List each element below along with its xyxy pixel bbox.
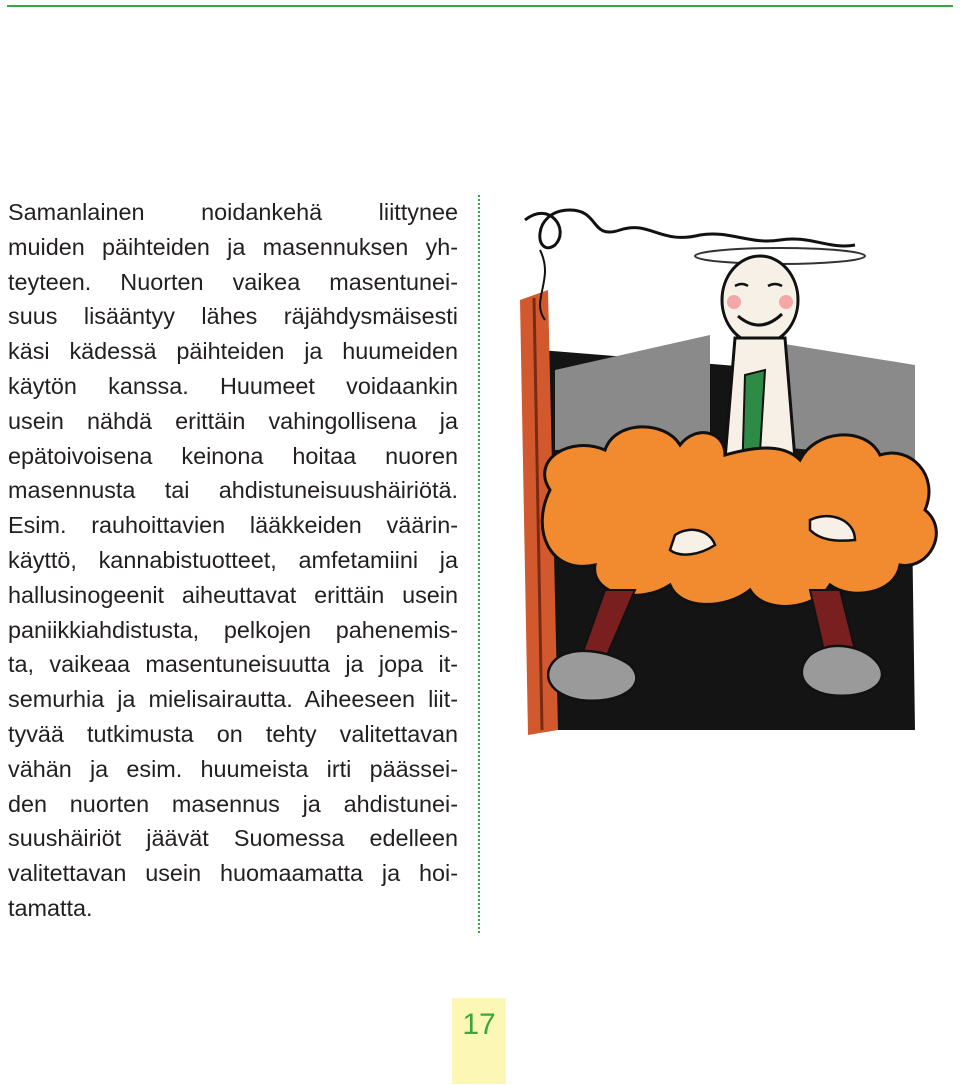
orange-cloud	[542, 427, 936, 607]
smoke-scribble	[525, 210, 855, 248]
top-rule	[7, 5, 953, 7]
text-line-5: käsi kädessä päihteiden ja huumeiden	[8, 338, 458, 365]
text-line-10: Esim. rauhoittavien lääkkeiden väärin-	[8, 512, 458, 539]
text-line-17: vähän ja esim. huumeista irti päässei-	[8, 755, 458, 782]
text-line-12: hallusinogeenit aiheuttavat erittäin usein	[8, 581, 458, 608]
text-line-1: Samanlainen noidankehä liittynee	[8, 199, 458, 225]
page-number: 17	[462, 1008, 496, 1041]
text-line-4: suus lisääntyy lähes räjähdysmäisesti	[8, 303, 458, 330]
text-line-20: valitettavan usein huomaamatta ja hoi-	[8, 860, 458, 887]
text-line-7: usein nähdä erittäin vahingollisena ja	[8, 407, 458, 434]
text-line-15: semurhia ja mielisairautta. Aiheeseen liit-	[8, 686, 458, 713]
page-number-box	[452, 998, 506, 1084]
text-line-6: käytön kanssa. Huumeet voidaankin	[8, 372, 458, 399]
text-line-21: tamatta.	[8, 894, 93, 921]
text-line-16: tyvää tutkimusta on tehty valitettavan	[8, 720, 458, 747]
body-text	[8, 195, 458, 926]
text-line-2: muiden päihteiden ja masennuksen yh-	[8, 233, 458, 260]
dotted-divider	[478, 195, 480, 933]
text-line-19: suushäiriöt jäävät Suomessa edelleen	[8, 825, 458, 852]
illustration-figure-on-cloud	[510, 190, 950, 735]
text-line-8: epätoivoisena keinona hoitaa nuoren	[8, 442, 458, 469]
text-line-14: ta, vaikeaa masentuneisuutta ja jopa it-	[8, 651, 458, 678]
text-line-18: den nuorten masennus ja ahdistunei-	[8, 790, 458, 817]
text-line-3: teyteen. Nuorten vaikea masentunei-	[8, 268, 458, 295]
text-line-11: käyttö, kannabistuotteet, amfetamiini ja	[8, 546, 458, 573]
text-line-9: masennusta tai ahdistuneisuushäiriötä.	[8, 477, 458, 504]
text-line-13: paniikkiahdistusta, pelkojen pahenemis-	[8, 616, 458, 643]
